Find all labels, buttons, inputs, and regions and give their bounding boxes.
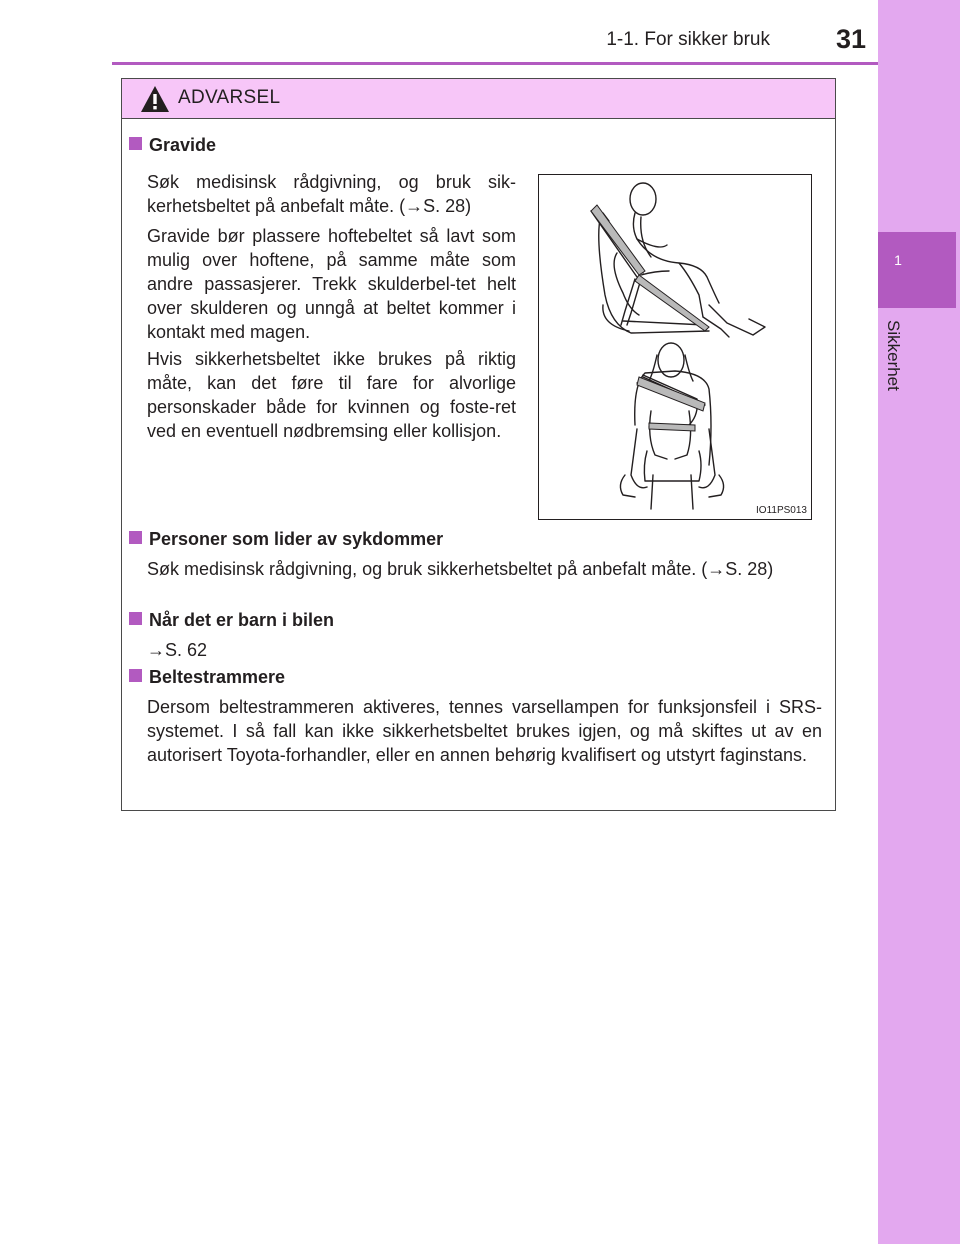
paragraph: Søk medisinsk rådgivning, og bruk sikkerhetsbeltet på anbefalt måte. (→S. 28): [147, 559, 774, 579]
paragraph: Søk medisinsk rådgivning, og bruk sik-kerhetsbeltet på anbefalt måte. (→S. 28): [147, 172, 516, 216]
warning-header: [122, 79, 835, 119]
warning-triangle-icon: [140, 85, 170, 113]
heading-gravide: Gravide: [129, 135, 216, 156]
heading-personer: Personer som lider av sykdommer: [129, 529, 443, 550]
heading-beltestrammere: Beltestrammere: [129, 667, 285, 688]
square-bullet-icon: [129, 137, 142, 150]
warning-box: [121, 78, 836, 811]
square-bullet-icon: [129, 669, 142, 682]
side-strip: [878, 0, 960, 1244]
page-number: 31: [835, 24, 866, 54]
paragraph: Gravide bør plassere hoftebeltet så lavt som mulig over hoftene, på samme måte som andre passasjerer. Trekk skulderbel-tet helt over skulderen og unngå at beltet kommer i kontakt med magen.: [147, 226, 516, 342]
illustration-code: IO11PS013: [756, 505, 807, 516]
section-title: 1-1. For sikker bruk: [606, 29, 770, 50]
paragraph: Hvis sikkerhetsbeltet ikke brukes på riktig måte, kan det føre til fare for alvorlige personskader både for kvinnen og foste-ret ved en eventuell nødbremsing eller kollisjon.: [147, 349, 516, 441]
square-bullet-icon: [129, 612, 142, 625]
chapter-label: Sikkerhet: [884, 320, 903, 391]
header-rule: [112, 62, 878, 65]
chapter-number: 1: [894, 252, 902, 268]
page-reference-link[interactable]: →S. 62: [147, 640, 208, 660]
heading-barn: Når det er barn i bilen: [129, 610, 334, 631]
square-bullet-icon: [129, 531, 142, 544]
chapter-tab[interactable]: [878, 232, 956, 308]
seatbelt-illustration: [538, 174, 812, 520]
warning-title: ADVARSEL: [178, 87, 281, 108]
pregnant-woman-seatbelt-figure: [539, 175, 811, 519]
paragraph: Dersom beltestrammeren aktiveres, tennes varsellampen for funksjonsfeil i SRS-systemet. I så fall kan ikke sikkerhetsbeltet brukes igjen, og må skiftes ut av en autorisert Toyota-forhandler, eller en annen behørig kvalifisert og utstyrt faginstans.: [147, 697, 822, 765]
